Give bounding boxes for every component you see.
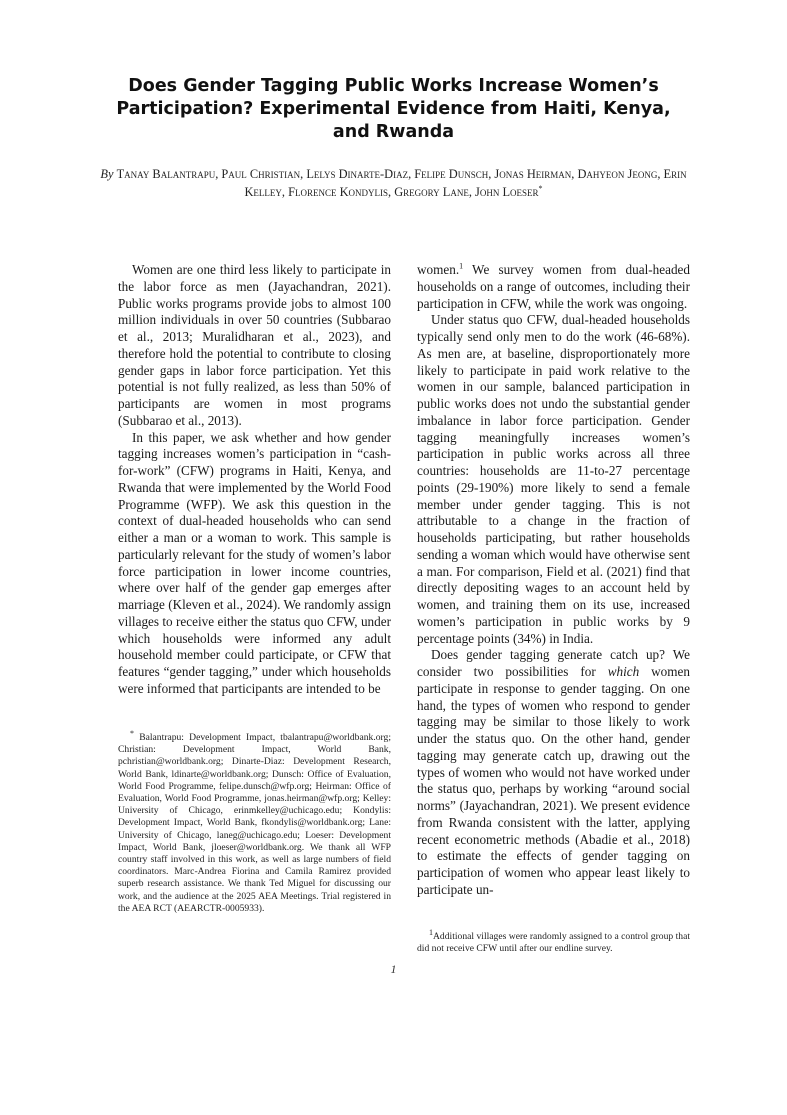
paragraph-catch-up <box>417 647 690 898</box>
footnote-1-mark: 1 <box>459 261 464 271</box>
byline-by: By <box>100 167 114 181</box>
text-survey: We survey women from dual-headed households on a range of outcomes, including their participation in CFW, while the work was ongoing. <box>417 262 690 311</box>
author-footnote-mark: * <box>538 183 543 193</box>
footnote-affiliations <box>118 728 391 915</box>
text-women: women. <box>417 262 460 277</box>
footnote-1-label: 1 <box>429 927 433 937</box>
footnote-star-mark: * <box>130 728 134 738</box>
paragraph-status-quo: Under status quo CFW, dual-headed households typically send only men to do the work (46-68%). As men are, at baseline, disproportionately more likely to participate in paid work relative to the women in our sample, balanced participation in public works does not undo the substantial gender imbalance in labor force participation. Gender tagging meaningfully increases women’s participation in public works across all three countries: households are 11-to-27 percentage points (29-190%) more likely to send a female member under gender tagging. This is not attributable to a change in the fraction of households participating, but rather households sending a woman which would have otherwise sent a man. For comparison, Field et al. (2021) find that directly depositing wages to an account held by women, and training them on its use, increased women’s participation in public works by 9 percentage points (34%) in India. <box>417 312 690 646</box>
left-column <box>118 262 391 698</box>
paragraph-continuation <box>417 262 690 312</box>
paper-title: Does Gender Tagging Public Works Increase Women’s Participation? Experimental Evidence from Haiti, Kenya, and Rwanda <box>116 76 671 142</box>
text-catch-up-end: women participate in response to gender tagging. On one hand, the types of women who respond to gender tagging may be similar to those likely to work under the status quo. On the other hand, gender tagging may generate catch up, drawing out the types of women who would not have worked under the status quo, perhaps by working “around social norms” (Jayachandran, 2021). We present evidence from Rwanda consistent with the latter, applying recent econometric methods (Abadie et al., 2018) to estimate the effects of gender tagging on participation of women who appear least likely to participate un- <box>417 664 690 897</box>
paragraph-intro: Women are one third less likely to participate in the labor force as men (Jayachandran, 2021). Public works programs provide jobs to almost 100 million individuals in over 50 countries (Subbarao et al., 2013; Muralidharan et al., 2023), and therefore hold the potential to contribute to closing gender gaps in labor force participation. Yet this potential is not fully realized, as less than 50% of participants are women in most programs (Subbarao et al., 2013). <box>118 262 391 428</box>
page-number: 1 <box>390 962 397 976</box>
right-column <box>417 262 690 899</box>
text-catch-up-start: Does gender tagging generate catch up? We consider two possibilities for <box>417 647 690 679</box>
author-byline <box>100 165 687 201</box>
footnote-1 <box>417 927 690 955</box>
author-list: Tanay Balantrapu, Paul Christian, Lelys Dinarte-Diaz, Felipe Dunsch, Jonas Heirman, Dahyeon Jeong, Erin Kelley, Florence Kondylis, Gregory Lane, John Loeser <box>116 167 687 199</box>
footnote-affiliations-text: Balantrapu: Development Impact, tbalantrapu@worldbank.org; Christian: Development Impact, World Bank, pchristian@worldbank.org; Dinarte-Diaz: Development Research, World Bank, ldinarte@worldbank.org; Dunsch: Office of Evaluation, World Food Programme, felipe.dunsch@wfp.org; Heirman: Office of Evaluation, World Food Programme, jonas.heirman@wfp.org; Kelley: University of Chicago, erinmkelley@uchicago.edu; Kondylis: Development Impact, World Bank, fkondylis@worldbank.org; Lane: University of Chicago, laneg@uchicago.edu; Loeser: Development Impact, World Bank, jloeser@worldbank.org. We thank all WFP country staff involved in this work, as well as large numbers of field coordinators. Marc-Andrea Fiorina and Camila Ramirez provided superb research assistance. We thank Ted Miguel for discussing our work, and the audience at the 2025 AEA Meetings. Trial registered in the AEA RCT (AEARCTR-0005933). <box>118 732 391 914</box>
paragraph-research-question: In this paper, we ask whether and how gender tagging increases women’s participation in “cash-for-work” (CFW) programs in Haiti, Kenya, and Rwanda that were implemented by the World Food Programme (WFP). We ask this question in the context of dual-headed households who can send either a man or a woman to work. This sample is particularly relevant for the study of women’s labor force participation in lower income countries, where over half of the gender gap emerges after marriage (Kleven et al., 2024). We randomly assign villages to receive either the status quo CFW, under which households were informed any adult household member could participate, or CFW that features “gender tagging,” under which households were informed that participants are intended to be <box>118 429 391 696</box>
footnote-1-text: Additional villages were randomly assigned to a control group that did not receive CFW until after our endline survey. <box>417 931 690 955</box>
text-which-emphasis: which <box>607 664 640 679</box>
